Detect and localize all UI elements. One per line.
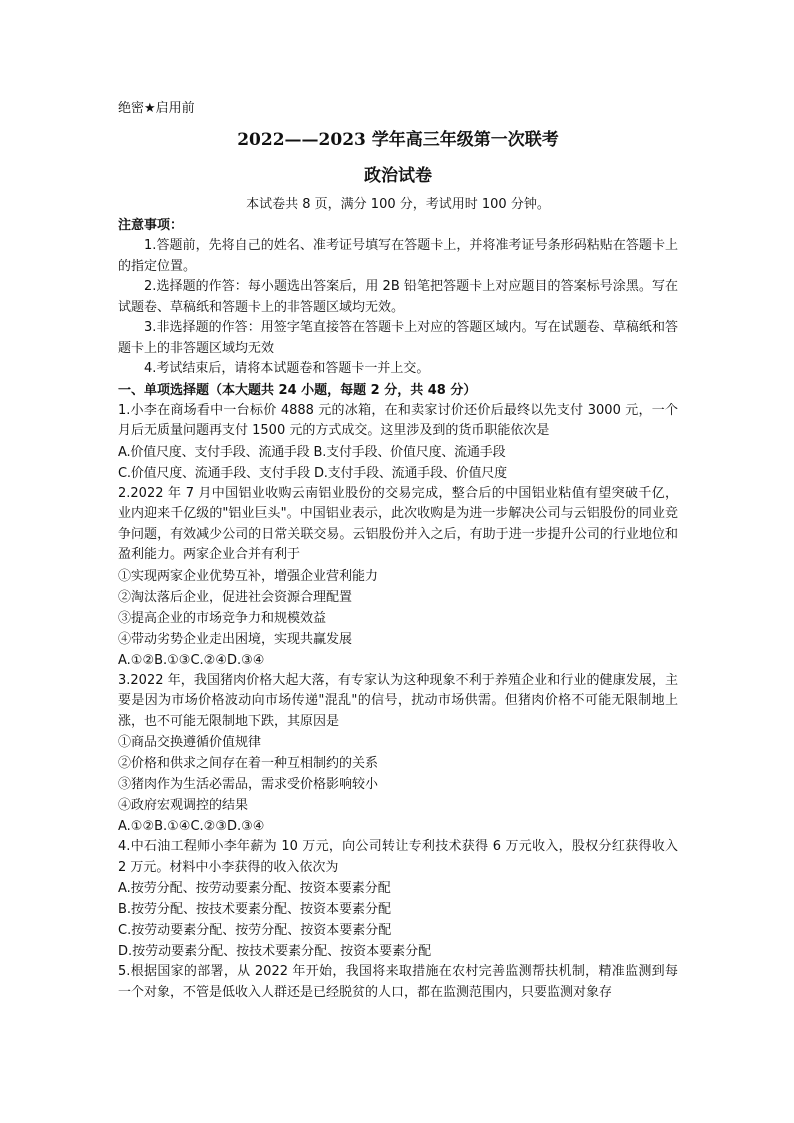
question-2-statement: ③提高企业的市场竞争力和规模效益: [118, 610, 327, 626]
note-item: 4.考试结束后，请将本试题卷和答题卡一并上交。: [144, 361, 430, 376]
question-1-options-cd: C.价值尺度、流通手段、支付手段 D.支付手段、流通手段、价值尺度: [118, 465, 507, 481]
question-2-statement: ①实现两家企业优势互补，增强企业营利能力: [118, 568, 379, 584]
question-4-option-c: C.按劳动要素分配、按劳分配、按资本要素分配: [118, 923, 392, 938]
question-2-statement: ④带动劣势企业走出困境，实现共赢发展: [118, 631, 353, 647]
question-2-statement: ②淘汰落后企业，促进社会资源合理配置: [118, 589, 353, 605]
question-3-options: A.①②B.①④C.②③D.③④: [118, 819, 265, 834]
exam-subject: 政治试卷: [364, 166, 432, 186]
question-3-statement: ④政府宏观调控的结果: [118, 798, 249, 813]
note-item: 2.选择题的作答：每小题选出答案后，用 2B 铅笔把答题卡上对应题目的答案标号涂黑。写在试题卷、草稿纸和答题卡上的非答题区域均无效。: [118, 279, 678, 315]
exam-title: 2022——2023 学年高三年级第一次联考: [237, 130, 559, 150]
question-1-options-ab: A.价值尺度、支付手段、流通手段 B.支付手段、价值尺度、流通手段: [118, 444, 506, 460]
question-3-statement: ①商品交换遵循价值规律: [118, 735, 262, 750]
section-heading: 一、单项选择题（本大题共 24 小题，每题 2 分，共 48 分）: [118, 382, 477, 398]
question-1-stem: 1.小李在商场看中一台标价 4888 元的冰箱，在和卖家讨价还价后最终以先支付 3000 元，一个月后无质量问题再支付 1500 元的方式成交。这里涉及到的货币职能依次是: [118, 402, 678, 438]
note-item: 3.非选择题的作答：用签字笔直接答在答题卡上对应的答题区域内。写在试题卷、草稿纸和答题卡上的非答题区域均无效: [118, 320, 678, 356]
question-2-stem: 2.2022 年 7 月中国铝业收购云南铝业股份的交易完成，整合后的中国铝业粘值有望突破千亿，业内迎来千亿级的"铝业巨头"。中国铝业表示，此次收购是为进一步解决公司与云铝股份的同业竞争问题，有效减少公司的日常关联交易。云铝股份并入之后，有助于进一步提升公司的行业地位和盈利能力。两家企业合并有利于: [118, 485, 678, 562]
question-4-stem: 4.中石油工程师小李年薪为 10 万元，向公司转让专利技术获得 6 万元收入，股权分红获得收入 2 万元。材料中小李获得的收入依次为: [118, 839, 678, 875]
secret-mark: 绝密★启用前: [118, 101, 195, 116]
question-3-statement: ②价格和供求之间存在着一种互相制约的关系: [118, 756, 379, 771]
question-3-statement: ③猪肉作为生活必需品，需求受价格影响较小: [118, 777, 379, 792]
question-4-option-d: D.按劳动要素分配、按技术要素分配、按资本要素分配: [118, 944, 432, 959]
page-content: [118, 98, 678, 1003]
question-5-stem: 5.根据国家的部署，从 2022 年开始，我国将来取措施在农村完善监测帮扶机制，精准监测到每一个对象，不管是低收入人群还是已经脱贫的人口，都在监测范围内，只要监测对象存: [118, 964, 678, 1000]
question-4-option-a: A.按劳分配、按劳动要素分配、按资本要素分配: [118, 881, 391, 896]
question-4-option-b: B.按劳分配、按技术要素分配、按资本要素分配: [118, 902, 392, 917]
exam-info: 本试卷共 8 页，满分 100 分，考试用时 100 分钟。: [246, 197, 550, 212]
notes-heading: 注意事项：: [118, 218, 184, 233]
question-2-options: A.①②B.①③C.②④D.③④: [118, 652, 265, 668]
note-item: 1.答题前，先将自己的姓名、准考证号填写在答题卡上，并将准考证号条形码粘贴在答题卡上的指定位置。: [118, 238, 678, 274]
question-3-stem: 3.2022 年，我国猪肉价格大起大落，有专家认为这种现象不利于养殖企业和行业的健康发展，主要是因为市场价格波动向市场传递"混乱"的信号，扰动市场供需。但猪肉价格不可能无限制地上涨，也不可能无限制地下跌，其原因是: [118, 672, 678, 729]
